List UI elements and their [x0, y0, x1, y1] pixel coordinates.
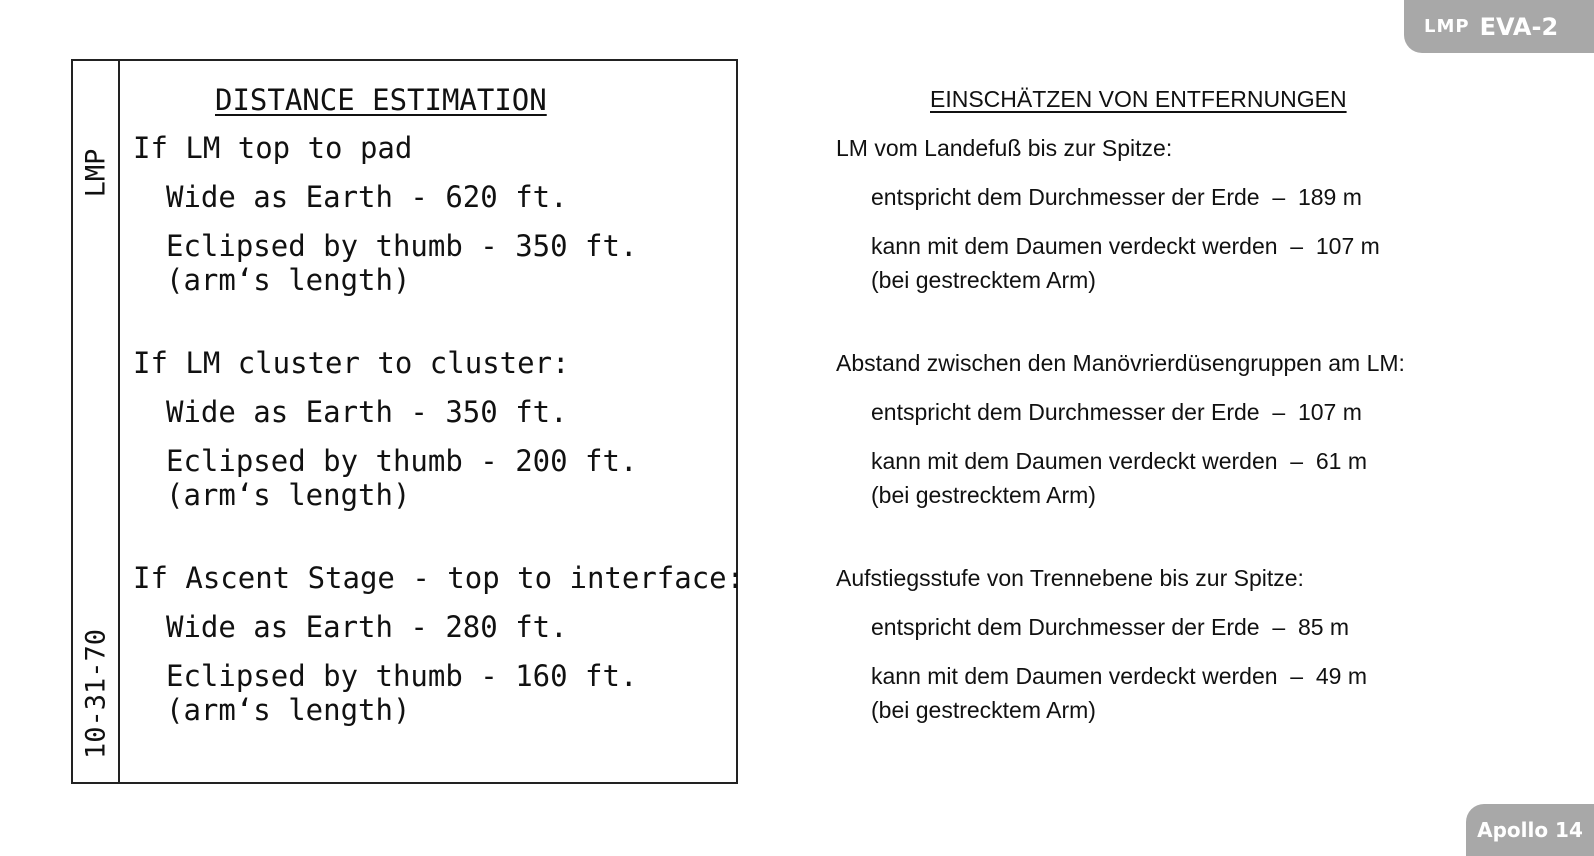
translation-heading: Abstand zwischen den Manövrierdüsengruppen am LM:	[836, 350, 1405, 376]
translation-wide-line: entspricht dem Durchmesser der Erde – 85 m	[871, 614, 1350, 640]
translation-title: EINSCHÄTZEN VON ENTFERNUNGEN	[930, 86, 1347, 112]
translation-arm-note: (bei gestrecktem Arm)	[871, 482, 1096, 508]
card-title: DISTANCE ESTIMATION	[215, 83, 547, 117]
crew-role-label: LMP	[1424, 16, 1470, 37]
eva-label: EVA-2	[1479, 12, 1559, 41]
translation-wide-line: entspricht dem Durchmesser der Erde – 107 m	[871, 399, 1362, 425]
eva-tab	[1404, 0, 1594, 53]
translation-eclipsed-line: kann mit dem Daumen verdeckt werden – 49 m	[871, 663, 1368, 689]
eclipsed-by-thumb-line: Eclipsed by thumb - 350 ft.	[166, 229, 638, 263]
section-heading: If LM cluster to cluster:	[133, 346, 570, 380]
arms-length-note: (arm‘s length)	[166, 693, 411, 727]
eclipsed-by-thumb-line: Eclipsed by thumb - 200 ft.	[166, 444, 638, 478]
wide-as-earth-line: Wide as Earth - 350 ft.	[166, 395, 568, 429]
section-heading: If Ascent Stage - top to interface:	[133, 561, 745, 595]
card-body	[133, 61, 745, 782]
translation-wide-line: entspricht dem Durchmesser der Erde – 189 m	[871, 184, 1362, 210]
arms-length-note: (arm‘s length)	[166, 263, 411, 297]
translation-heading: Aufstiegsstufe von Trennebene bis zur Spitze:	[836, 565, 1304, 591]
section-heading: If LM top to pad	[133, 131, 413, 165]
eclipsed-by-thumb-line: Eclipsed by thumb - 160 ft.	[166, 659, 638, 693]
wide-as-earth-line: Wide as Earth - 280 ft.	[166, 610, 568, 644]
translation-arm-note: (bei gestrecktem Arm)	[871, 267, 1096, 293]
translation-heading: LM vom Landefuß bis zur Spitze:	[836, 135, 1173, 161]
translation-eclipsed-line: kann mit dem Daumen verdeckt werden – 61 m	[871, 448, 1368, 474]
translation-eclipsed-line: kann mit dem Daumen verdeckt werden – 107 m	[871, 233, 1380, 259]
card-side-strip	[73, 61, 120, 782]
wide-as-earth-line: Wide as Earth - 620 ft.	[166, 180, 568, 214]
mission-tab: Apollo 14	[1466, 804, 1594, 856]
card-side-role: LMP	[80, 148, 112, 198]
card-side-date: 10-31-70	[80, 628, 112, 760]
checklist-card	[71, 59, 745, 784]
arms-length-note: (arm‘s length)	[166, 478, 411, 512]
translation-arm-note: (bei gestrecktem Arm)	[871, 697, 1096, 723]
